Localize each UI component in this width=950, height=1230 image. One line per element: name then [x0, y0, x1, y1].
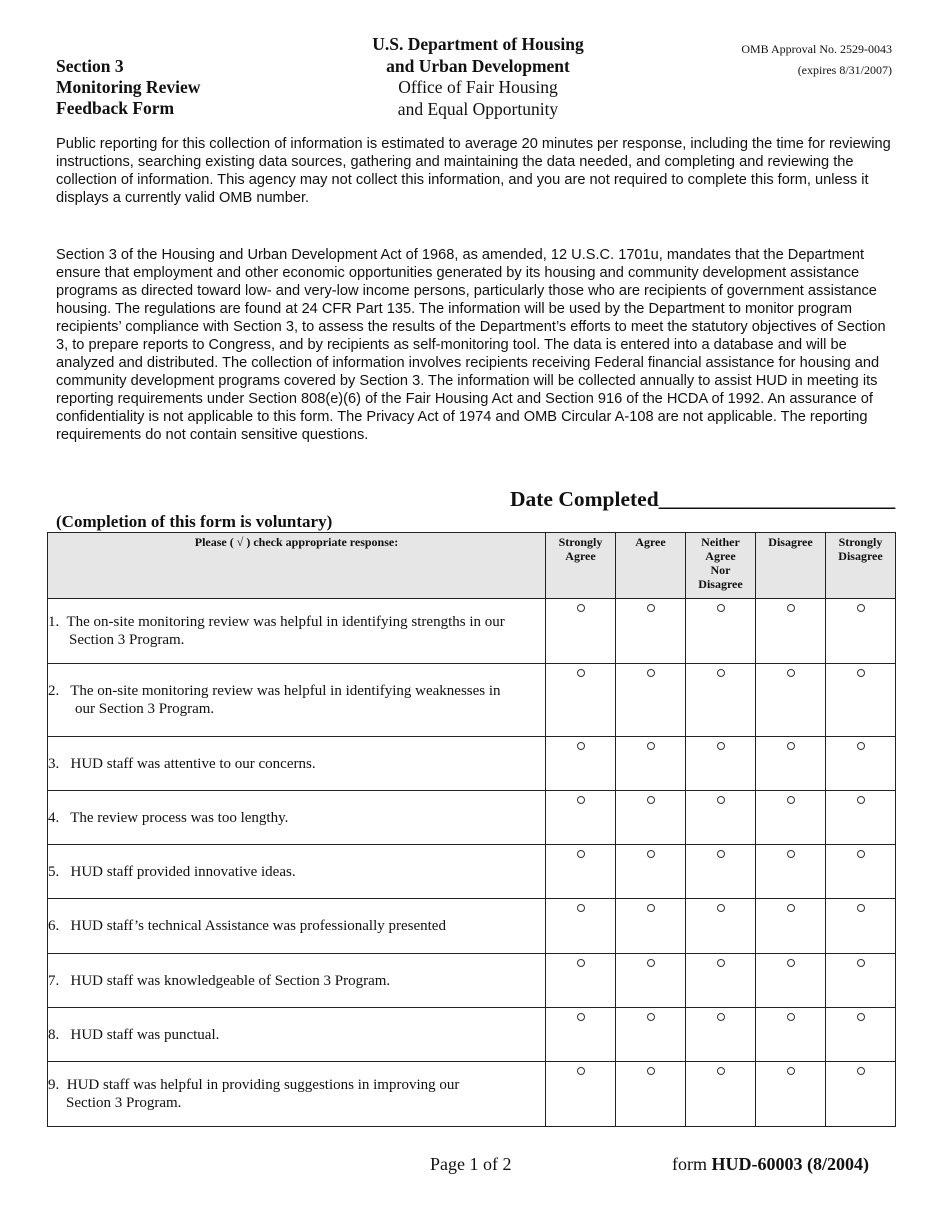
statement-cell: [48, 1062, 546, 1127]
column-header-strongly-agree: [546, 533, 616, 599]
response-cell: [826, 737, 896, 791]
agency-heading: [330, 34, 626, 120]
table-row: [48, 791, 896, 845]
page-number: Page 1 of 2: [430, 1154, 512, 1174]
date-completed-field[interactable]: [510, 487, 895, 512]
response-cell: [826, 599, 896, 664]
table-row: [48, 737, 896, 791]
form-number-id: HUD-60003 (8/2004): [711, 1154, 869, 1174]
response-cell: [546, 899, 616, 954]
radio-disagree[interactable]: [787, 604, 795, 612]
radio-agree[interactable]: [647, 1067, 655, 1075]
statement-text: The on-site monitoring review was helpful in identifying strengths in our: [66, 614, 505, 630]
table-row: [48, 1062, 896, 1127]
response-cell: [686, 845, 756, 899]
radio-strongly-disagree[interactable]: [857, 669, 865, 677]
radio-strongly-agree[interactable]: [577, 796, 585, 804]
agency-name-line: and Urban Development: [386, 55, 570, 76]
response-cell: [546, 599, 616, 664]
radio-disagree[interactable]: [787, 796, 795, 804]
radio-agree[interactable]: [647, 904, 655, 912]
response-cell: [756, 899, 826, 954]
response-cell: [826, 791, 896, 845]
form-number: [672, 1154, 869, 1175]
response-cell: [686, 1008, 756, 1062]
response-cell: [826, 845, 896, 899]
statement-number: 3.: [48, 755, 60, 772]
response-cell: [826, 1062, 896, 1127]
statement-number: 7.: [48, 972, 60, 989]
response-cell: [756, 845, 826, 899]
statement-cell: [48, 599, 546, 664]
radio-strongly-disagree[interactable]: [857, 959, 865, 967]
radio-disagree[interactable]: [787, 904, 795, 912]
radio-strongly-disagree[interactable]: [857, 742, 865, 750]
response-cell: [686, 737, 756, 791]
response-cell: [616, 599, 686, 664]
statement-text: HUD staff’s technical Assistance was professionally presented: [70, 918, 446, 934]
response-cell: [546, 1062, 616, 1127]
radio-strongly-agree[interactable]: [577, 742, 585, 750]
statement-cell: [48, 1008, 546, 1062]
response-cell: [756, 1062, 826, 1127]
response-cell: [686, 1062, 756, 1127]
form-title-line: Monitoring Review: [56, 77, 201, 97]
response-cell: [826, 1008, 896, 1062]
column-header-line: Agree: [565, 549, 596, 563]
date-completed-line[interactable]: ______________________: [658, 487, 896, 511]
office-name-line: Office of Fair Housing: [398, 77, 558, 97]
radio-agree[interactable]: [647, 850, 655, 858]
statement-number: 9.: [48, 1077, 60, 1093]
column-header-line: Neither: [701, 535, 740, 549]
burden-statement: Public reporting for this collection of information is estimated to average 20 minutes per response, including the time for reviewing instructions, searching existing data sources, gathering and maintaining the data needed, and completing and reviewing the collection of information. This agency may not collect this information, and you are not required to complete this form, unless it displays a currently valid OMB number.: [56, 136, 891, 206]
response-cell: [756, 1008, 826, 1062]
radio-strongly-disagree[interactable]: [857, 796, 865, 804]
response-cell: [756, 599, 826, 664]
radio-disagree[interactable]: [787, 669, 795, 677]
radio-neutral[interactable]: [717, 669, 725, 677]
radio-neutral[interactable]: [717, 796, 725, 804]
statement-number: 4.: [48, 809, 60, 826]
voluntary-note: (Completion of this form is voluntary): [56, 512, 333, 531]
statement-number: 2.: [48, 683, 60, 699]
response-cell: [616, 845, 686, 899]
column-header-line: Disagree: [698, 577, 743, 591]
statement-text: our Section 3 Program.: [75, 701, 215, 717]
column-header-line: Agree: [705, 549, 736, 563]
radio-strongly-disagree[interactable]: [857, 904, 865, 912]
column-header-line: Disagree: [768, 535, 813, 549]
radio-strongly-agree[interactable]: [577, 959, 585, 967]
table-row: [48, 899, 896, 954]
statement-number: 8.: [48, 1026, 60, 1043]
response-cell: [616, 737, 686, 791]
date-completed-label: Date Completed: [510, 487, 659, 511]
column-header-line: Strongly: [838, 535, 883, 549]
statement-text: Section 3 Program.: [69, 632, 185, 648]
response-cell: [616, 664, 686, 737]
form-number-prefix: form: [672, 1154, 707, 1174]
radio-agree[interactable]: [647, 742, 655, 750]
response-cell: [616, 1008, 686, 1062]
statement-text: HUD staff was punctual.: [70, 1026, 220, 1043]
office-name-line: and Equal Opportunity: [397, 98, 559, 119]
column-header-line: Strongly: [558, 535, 603, 549]
statement-text: HUD staff was helpful in providing suggestions in improving our: [66, 1077, 460, 1093]
survey-table: [47, 532, 896, 1127]
radio-strongly-agree[interactable]: [577, 850, 585, 858]
response-cell: [756, 791, 826, 845]
radio-strongly-disagree[interactable]: [857, 1067, 865, 1075]
radio-neutral[interactable]: [717, 1013, 725, 1021]
radio-disagree[interactable]: [787, 742, 795, 750]
response-cell: [686, 954, 756, 1008]
radio-agree[interactable]: [647, 1013, 655, 1021]
radio-strongly-agree[interactable]: [577, 904, 585, 912]
form-title-line: Feedback Form: [56, 98, 175, 118]
radio-disagree[interactable]: [787, 959, 795, 967]
statement-number: 1.: [48, 614, 60, 630]
statement-cell: [48, 737, 546, 791]
response-cell: [546, 1008, 616, 1062]
table-prompt: Please ( √ ) check appropriate response:: [48, 533, 546, 599]
radio-disagree[interactable]: [787, 850, 795, 858]
table-row: [48, 845, 896, 899]
response-cell: [756, 954, 826, 1008]
response-cell: [826, 899, 896, 954]
radio-agree[interactable]: [647, 604, 655, 612]
radio-disagree[interactable]: [787, 1013, 795, 1021]
radio-strongly-agree[interactable]: [577, 604, 585, 612]
response-cell: [546, 737, 616, 791]
statement-text: Section 3 Program.: [66, 1095, 182, 1111]
table-row: [48, 664, 896, 737]
form-title: [56, 56, 200, 119]
statement-text: The review process was too lengthy.: [70, 809, 289, 826]
radio-strongly-disagree[interactable]: [857, 604, 865, 612]
form-title-line: Section 3: [56, 56, 124, 76]
response-cell: [616, 791, 686, 845]
response-cell: [756, 664, 826, 737]
column-header-line: Nor: [710, 563, 731, 577]
response-cell: [616, 1062, 686, 1127]
column-header-line: Disagree: [838, 549, 883, 563]
radio-agree[interactable]: [647, 796, 655, 804]
response-cell: [826, 664, 896, 737]
statement-cell: [48, 954, 546, 1008]
omb-expiration: (expires 8/31/2007): [797, 63, 892, 77]
table-header-row: [48, 533, 896, 599]
radio-agree[interactable]: [647, 669, 655, 677]
response-cell: [686, 899, 756, 954]
response-cell: [756, 737, 826, 791]
radio-strongly-agree[interactable]: [577, 669, 585, 677]
statement-text: HUD staff provided innovative ideas.: [70, 863, 296, 880]
radio-neutral[interactable]: [717, 742, 725, 750]
response-cell: [686, 599, 756, 664]
radio-strongly-disagree[interactable]: [857, 850, 865, 858]
statement-number: 6.: [48, 918, 60, 934]
radio-strongly-disagree[interactable]: [857, 1013, 865, 1021]
statement-text: The on-site monitoring review was helpful in identifying weaknesses in: [70, 683, 501, 699]
column-header-line: Agree: [635, 535, 666, 549]
response-cell: [616, 899, 686, 954]
radio-neutral[interactable]: [717, 959, 725, 967]
radio-strongly-agree[interactable]: [577, 1067, 585, 1075]
radio-neutral[interactable]: [717, 850, 725, 858]
statement-text: HUD staff was knowledgeable of Section 3 Program.: [70, 972, 391, 989]
radio-neutral[interactable]: [717, 1067, 725, 1075]
purpose-statement: Section 3 of the Housing and Urban Development Act of 1968, as amended, 12 U.S.C. 1701u, mandates that the Department ensure that employment and other economic opportunities generated by its housing and community development assistance programs as directed toward low- and very-low income persons, particularly those who are recipients of government assistance housing. The regulations are found at 24 CFR Part 135. The information will be used by the Department to monitor program recipients’ compliance with Section 3, to assess the results of the Department’s efforts to meet the statutory objectives of Section 3, to prepare reports to Congress, and by recipients as self-monitoring tool. The data is entered into a database and will be analyzed and distributed. The collection of information involves recipients receiving Federal financial assistance for housing and community development programs covered by Section 3. The information will be collected annually to assist HUD in meeting its reporting requirements under Section 808(e)(6) of the Fair Housing Act and Section 916 of the HCDA of 1992. An assurance of confidentiality is not applicable to this form. The Privacy Act of 1974 and OMB Circular A-108 are not applicable. The reporting requirements do not contain sensitive questions.: [56, 247, 886, 443]
table-row: [48, 1008, 896, 1062]
column-header-strongly-disagree: [826, 533, 896, 599]
omb-approval-block: [741, 39, 892, 81]
response-cell: [686, 791, 756, 845]
response-cell: [826, 954, 896, 1008]
radio-disagree[interactable]: [787, 1067, 795, 1075]
statement-cell: [48, 899, 546, 954]
column-header-disagree: [756, 533, 826, 599]
agency-name-line: U.S. Department of Housing: [372, 34, 584, 54]
column-header-neutral: [686, 533, 756, 599]
radio-strongly-agree[interactable]: [577, 1013, 585, 1021]
radio-neutral[interactable]: [717, 904, 725, 912]
omb-approval-number: OMB Approval No. 2529-0043: [741, 42, 892, 56]
table-row: [48, 954, 896, 1008]
response-cell: [546, 954, 616, 1008]
column-header-agree: [616, 533, 686, 599]
statement-cell: [48, 845, 546, 899]
response-cell: [546, 664, 616, 737]
response-cell: [546, 791, 616, 845]
response-cell: [616, 954, 686, 1008]
response-cell: [546, 845, 616, 899]
radio-neutral[interactable]: [717, 604, 725, 612]
radio-agree[interactable]: [647, 959, 655, 967]
table-row: [48, 599, 896, 664]
statement-text: HUD staff was attentive to our concerns.: [70, 755, 316, 772]
statement-cell: [48, 664, 546, 737]
statement-cell: [48, 791, 546, 845]
response-cell: [686, 664, 756, 737]
statement-number: 5.: [48, 863, 60, 880]
